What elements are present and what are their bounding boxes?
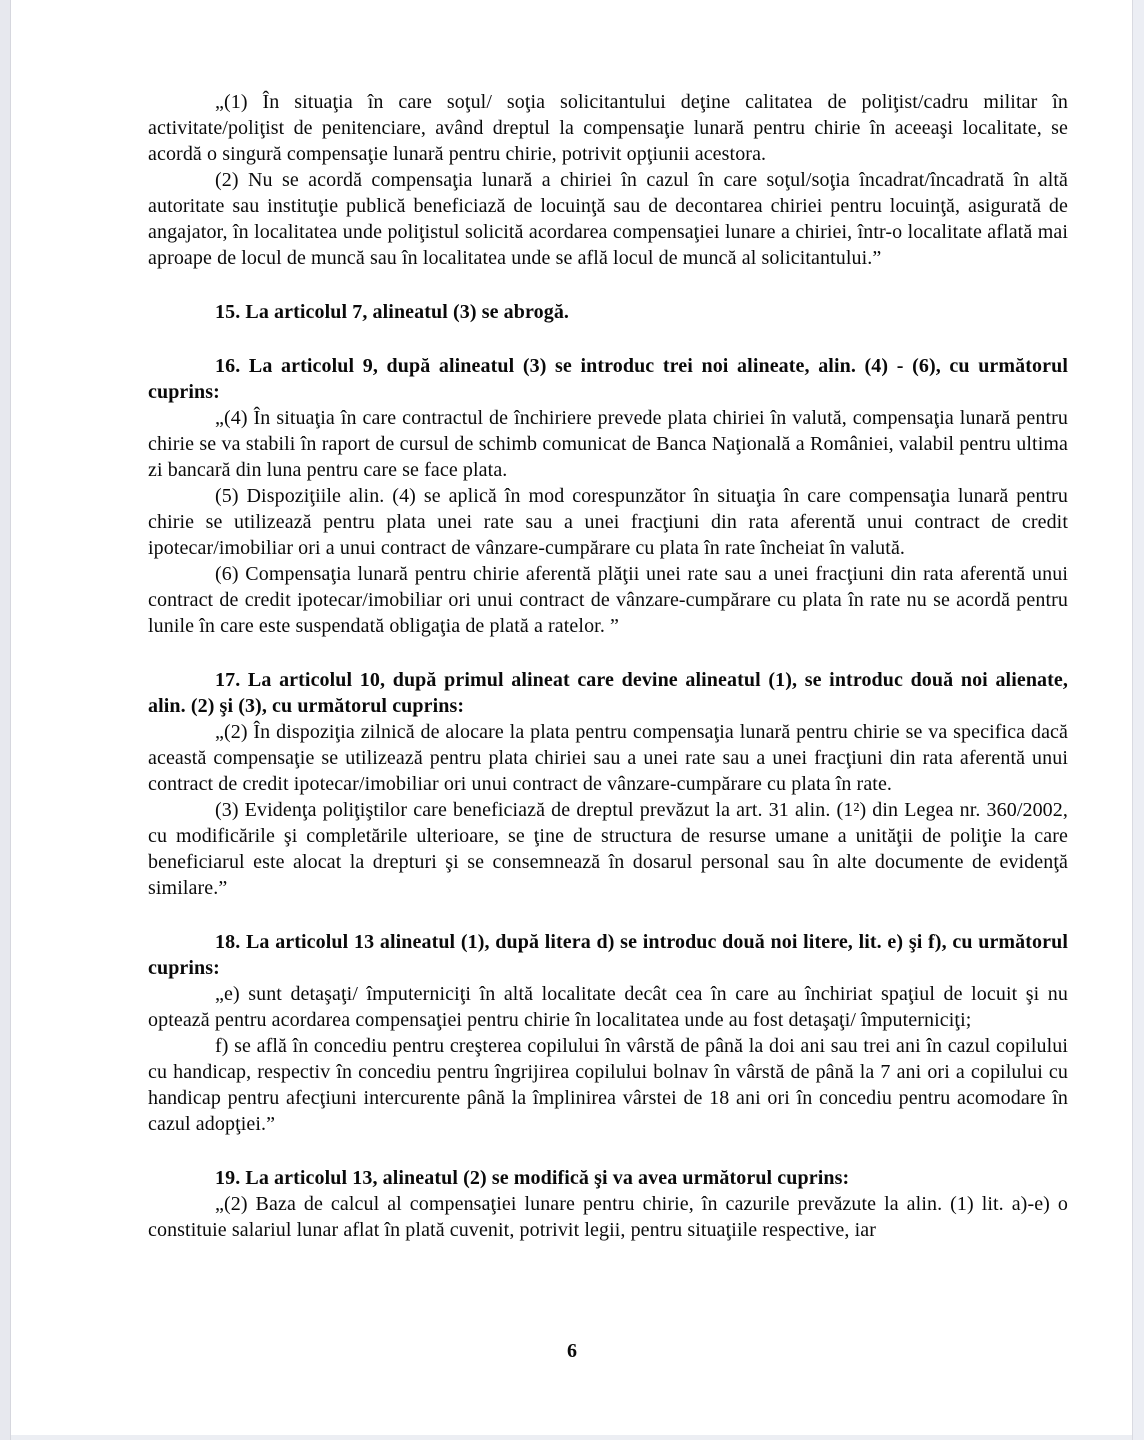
- paragraph-alin-2-art10: „(2) În dispoziţia zilnică de alocare la plata pentru compensaţia lunară pentru chirie se va specifica dacă această compensaţie se utilizează pentru plata chiriei sau a unei rate sau a unei fracţiuni din rata aferentă unui contract de credit ipotecar/imobiliar ori unui contract de vânzare-cumpărare cu plata în rate.: [148, 721, 1068, 795]
- section-heading-17: 17. La articolul 10, după primul alineat care devine alineatul (1), se introduc două noi alienate, alin. (2) şi (3), cu următorul cuprins:: [148, 669, 1068, 717]
- left-scan-gutter: [0, 0, 11, 1440]
- bottom-scan-edge: [0, 1435, 1144, 1440]
- document-page: [148, 89, 1068, 1243]
- right-scan-gutter: [1132, 0, 1144, 1440]
- section-heading-16: 16. La articolul 9, după alineatul (3) se introduc trei noi alineate, alin. (4) - (6), cu următorul cuprins:: [148, 355, 1068, 403]
- section-heading-15: 15. La articolul 7, alineatul (3) se abrogă.: [215, 301, 570, 323]
- paragraph-litera-e: „e) sunt detaşaţi/ împuterniciţi în altă localitate decât cea în care au închiriat spaţiul de locuit şi nu optează pentru acordarea compensaţiei pentru chirie în localitatea unde au fost detaşaţi/ împuterniciţi;: [148, 983, 1068, 1031]
- paragraph-alin-2-art13: „(2) Baza de calcul al compensaţiei lunare pentru chirie, în cazurile prevăzute la alin. (1) lit. a)-e) o constituie salariul lunar aflat în plată cuvenit, potrivit legii, pentru situaţiile respective, iar: [148, 1193, 1068, 1241]
- section-heading-18: 18. La articolul 13 alineatul (1), după litera d) se introduc două noi litere, lit. e) şi f), cu următorul cuprins:: [148, 931, 1068, 979]
- paragraph-litera-f: f) se află în concediu pentru creşterea copilului în vârstă de până la doi ani sau trei ani în cazul copilului cu handicap, respectiv în concediu pentru îngrijirea copilului bolnav în vârstă de până la 7 ani ori a copilului cu handicap pentru afecţiuni intercurente până la împlinirea vârstei de 18 ani ori în concediu pentru acomodare în cazul adopţiei.”: [148, 1035, 1068, 1135]
- paragraph-alin-6: (6) Compensaţia lunară pentru chirie aferentă plăţii unei rate sau a unei fracţiuni din rata aferentă unui contract de credit ipotecar/imobiliar ori unui contract de vânzare-cumpărare cu plata în rate nu se acordă pentru lunile în care este suspendată obligaţia de plată a ratelor. ”: [148, 563, 1068, 637]
- paragraph-alin-1: „(1) În situaţia în care soţul/ soţia solicitantului deţine calitatea de poliţist/cadru militar în activitate/poliţist de penitenciare, având dreptul la compensaţie lunară pentru chirie în aceeaşi localitate, se acordă o singură compensaţie lunară pentru chirie, potrivit opţiunii acestora.: [148, 91, 1068, 165]
- paragraph-alin-4: „(4) În situaţia în care contractul de închiriere prevede plata chiriei în valută, compensaţia lunară pentru chirie se va stabili în raport de cursul de schimb comunicat de Banca Naţională a României, valabil pentru ultima zi bancară din luna pentru care se face plata.: [148, 407, 1068, 481]
- section-heading-19: 19. La articolul 13, alineatul (2) se modifică şi va avea următorul cuprins:: [215, 1167, 850, 1189]
- paragraph-alin-5: (5) Dispoziţiile alin. (4) se aplică în mod corespunzător în situaţia în care compensaţia lunară pentru chirie se utilizează pentru plata unei rate sau a unei fracţiuni din rata aferentă unui contract de credit ipotecar/imobiliar ori a unui contract de vânzare-cumpărare cu plata în rate încheiat în valută.: [148, 485, 1068, 559]
- paragraph-alin-3-art10: (3) Evidenţa poliţiştilor care beneficiază de dreptul prevăzut la art. 31 alin. (1²) din Legea nr. 360/2002, cu modificările şi completările ulterioare, se ţine de structura de resurse umane a unităţii de poliţie la care beneficiarul este alocat la drepturi şi se consemnează în dosarul personal sau în alte documente de evidenţă similare.”: [148, 799, 1068, 899]
- page-number: 6: [567, 1340, 577, 1362]
- paragraph-alin-2: (2) Nu se acordă compensaţia lunară a chiriei în cazul în care soţul/soţia încadrat/încadrată în altă autoritate sau instituţie publică beneficiază de locuinţă sau de decontarea chiriei pentru locuinţă, asigurată de angajator, în localitatea unde poliţistul solicită acordarea compensaţiei lunare a chiriei, într-o localitate aflată mai aproape de locul de muncă sau în localitatea unde se află locul de muncă al solicitantului.”: [148, 169, 1068, 269]
